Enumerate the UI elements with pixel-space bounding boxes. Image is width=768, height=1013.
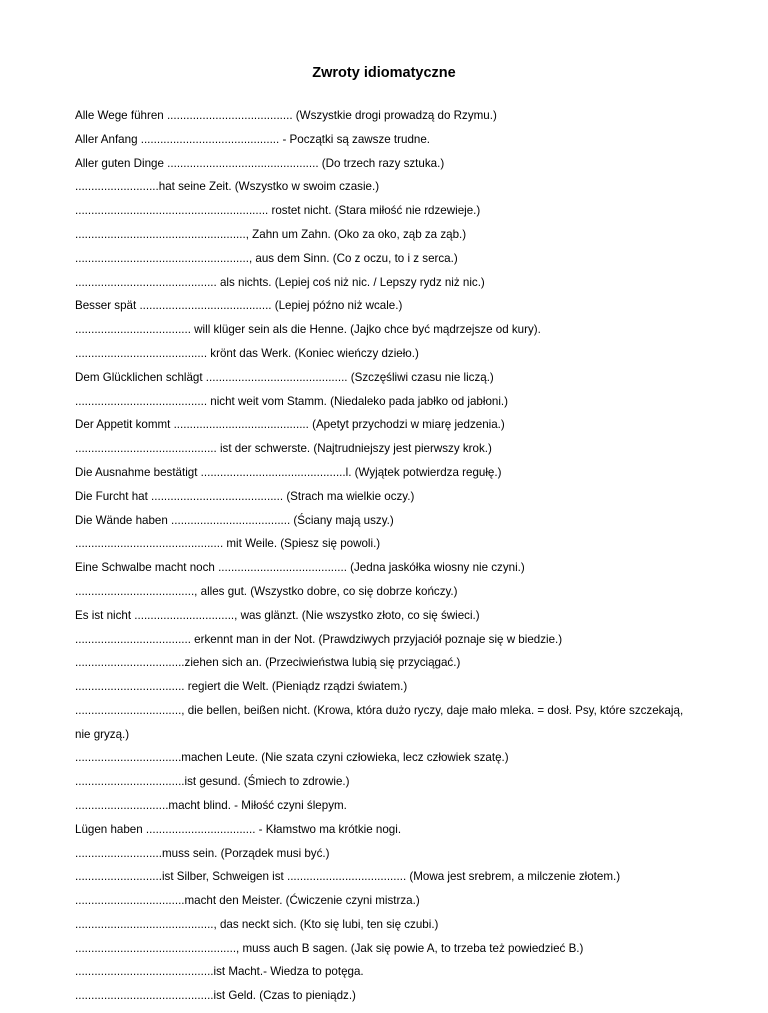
idiom-line: ......................................... nicht weit vom Stamm. (Niedaleko pada jabłko od jabłoni.) (75, 394, 509, 408)
idiom-line: ......................................................, aus dem Sinn. (Co z oczu, to i z serca.) (75, 251, 458, 265)
idiom-line: .................................... erkennt man in der Not. (Prawdziwych przyjaciół poznaje się w biedzie.) (75, 632, 563, 646)
idiom-line: Eine Schwalbe macht noch ........................................ (Jedna jaskółka wiosny nie czyni.) (75, 561, 525, 575)
idiom-list (75, 109, 695, 1013)
idiom-line: ............................................................ rostet nicht. (Stara miłość nie rdzewieje.) (75, 204, 481, 218)
idiom-line: .............................................. mit Weile. (Spiesz się powoli.) (75, 537, 381, 551)
idiom-line: ...........................muss sein. (Porządek musi być.) (75, 846, 330, 860)
idiom-line: Die Furcht hat ......................................... (Strach ma wielkie oczy.) (75, 489, 415, 503)
idiom-line: ..........................hat seine Zeit. (Wszystko w swoim czasie.) (75, 180, 380, 194)
idiom-line: ..........................................., das neckt sich. (Kto się lubi, ten się czubi.) (75, 917, 439, 931)
idiom-line: .............................macht blind. - Miłość czyni ślepym. (75, 798, 347, 812)
idiom-line: .................................. regiert die Welt. (Pieniądz rządzi światem.) (75, 680, 408, 694)
idiom-line: Aller Anfang ........................................... - Początki są zawsze trudne. (75, 132, 431, 146)
idiom-line: Dem Glücklichen schlägt ............................................ (Szczęśliwi czasu nie liczą.) (75, 370, 494, 384)
idiom-line: ..................................macht den Meister. (Ćwiczenie czyni mistrza.) (75, 894, 420, 908)
idiom-line: .................................... will klüger sein als die Henne. (Jajko chce być mądrzejsze od kury). (75, 323, 541, 337)
idiom-line: ...........................................ist Macht.- Wiedza to potęga. (75, 965, 364, 979)
idiom-line: ................................., die bellen, beißen nicht. (Krowa, która dużo ryczy, daje mało mleka. = dosł. Psy, które szczekają, nie gryzą.) (75, 703, 684, 741)
idiom-line: Es ist nicht ..............................., was glänzt. (Nie wszystko złoto, co się świeci.) (75, 608, 480, 622)
idiom-line: ....................................., alles gut. (Wszystko dobre, co się dobrze kończy.) (75, 584, 458, 598)
idiom-line: Alle Wege führen ....................................... (Wszystkie drogi prowadzą do Rzymu.) (75, 109, 497, 122)
idiom-line: .................................machen Leute. (Nie szata czyni człowieka, lecz człowiek szatę.) (75, 751, 509, 765)
idiom-line: Die Ausnahme bestätigt .............................................l. (Wyjątek potwierdza regułę.) (75, 465, 502, 479)
idiom-line: ..................................ziehen sich an. (Przeciwieństwa lubią się przyciągać.) (75, 656, 461, 670)
idiom-line: ...........................................ist Geld. (Czas to pieniądz.) (75, 989, 356, 1003)
page-title: Zwroty idiomatyczne (312, 65, 456, 81)
idiom-line: ............................................ als nichts. (Lepiej coś niż nic. / Lepszy rydz niż nic.) (75, 275, 485, 289)
idiom-line: Der Appetit kommt .......................................... (Apetyt przychodzi w miarę jedzenia.) (75, 418, 505, 432)
idiom-line: ............................................ ist der schwerste. (Najtrudniejszy jest pierwszy krok.) (75, 442, 492, 456)
idiom-line: Aller guten Dinge ............................................... (Do trzech razy sztuka.) (75, 156, 445, 170)
idiom-line: Besser spät ......................................... (Lepiej późno niż wcale.) (75, 299, 403, 313)
idiom-line: ......................................... krönt das Werk. (Koniec wieńczy dzieło.) (75, 346, 419, 360)
idiom-line: .................................................., muss auch B sagen. (Jak się powie A, to trzeba też powiedzieć B.) (75, 941, 584, 955)
idiom-line: Lügen haben .................................. - Kłamstwo ma krótkie nogi. (75, 822, 402, 836)
idiom-line: Die Wände haben ..................................... (Ściany mają uszy.) (75, 513, 394, 527)
idiom-line: ....................................................., Zahn um Zahn. (Oko za oko, ząb za ząb.) (75, 227, 467, 241)
idiom-line: ...........................ist Silber, Schweigen ist ..................................... (Mowa jest srebrem, a milczenie złotem.) (75, 870, 621, 884)
idiom-line: ..................................ist gesund. (Śmiech to zdrowie.) (75, 775, 350, 789)
